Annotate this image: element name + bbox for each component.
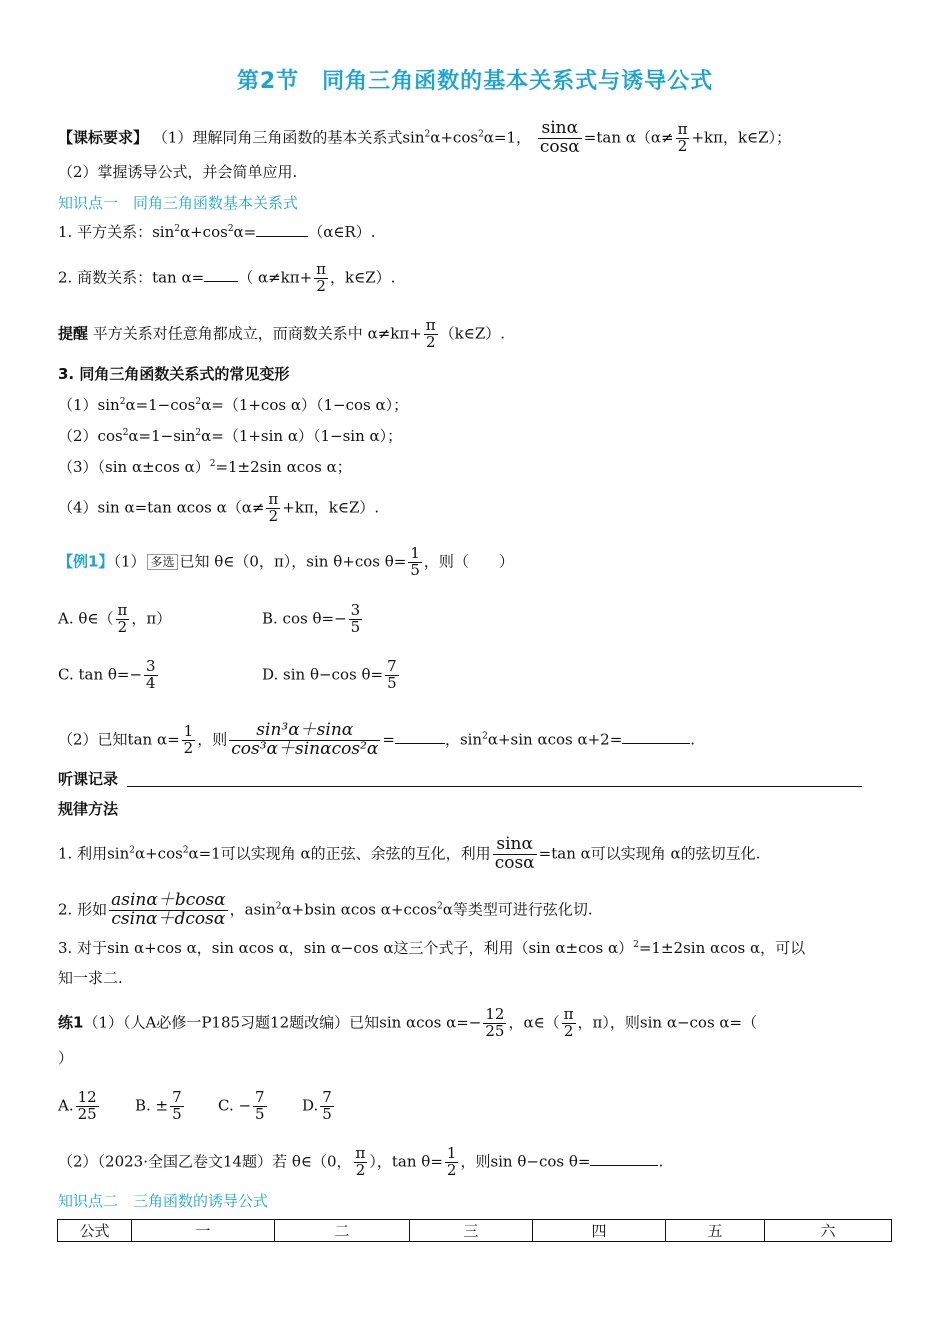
tixing-label: 提醒 (58, 324, 89, 343)
induction-formula-table (57, 1219, 892, 1242)
knowledge-item-1: 1. 平方关系：$\sin^2\alpha+\cos^2\alpha=$ （α∈R）. (58, 223, 376, 241)
formula-4: （4）sin α=tan αcos α（α≠ $\frac{\pi}{2}$ +kπ，k∈Z）. (58, 490, 380, 525)
method-2: 2. 形如 $\frac{asin\alpha+bcos\alpha}{csin\alpha+dcos\alpha}$ ，asin$^2$α+bsin αcos α+ccos$^2$α等类型可进行弦化切. (58, 890, 593, 929)
example-1-label: 【例1】 (58, 552, 114, 571)
formula-3: （3）（sin α±cos α）$^2$=1±2sin αcos α； (58, 458, 352, 476)
practice-1-q1: 练1（1）（人A必修一P185习题12题改编）已知sin αcos α=− $\frac{12}{25}$ ，α∈（ $\frac{\pi}{2}$ ，π），则sin α−cos α=（ (58, 1005, 758, 1040)
table-header-cell: 四 (533, 1220, 666, 1242)
table-header-cell: 一 (132, 1220, 275, 1242)
method-title: 规律方法 (58, 800, 119, 818)
practice-1-label: 练1 (58, 1013, 84, 1032)
kebiao-text-b: α+cos (430, 128, 479, 147)
knowledge-item-2: 2. 商数关系：tan α= （ α≠kπ+ $\frac{\pi}{2}$ ，k∈Z）. (58, 260, 396, 295)
notes-label: 听课记录 (58, 770, 119, 788)
example-1-q2: （2）已知tan α= $\frac{1}{2}$ ，则 $\frac{\text{sin³α＋sinα}}{\text{cos³α＋sinαcos²α}}$ = ，$\sin^2\alpha+\sin$ αcos α+2= . (58, 720, 696, 759)
table-header-cell: 五 (666, 1220, 765, 1242)
practice-1-q2: （2）（2023·全国乙卷文14题）若 θ∈（0， $\frac{\pi}{2}$ ），tan θ= $\frac{1}{2}$ ，则sin θ−cos θ= . (58, 1144, 664, 1179)
formula-2: $(2)\cos^2\alpha=1-\sin^2\alpha=(1+\sin$ α）（1−sin α）； (58, 427, 403, 445)
practice-1-option-b[interactable]: B. ± $\frac{7}{5}$ (135, 1088, 182, 1123)
kebiao-text-d: =tan α（α≠ (583, 128, 674, 147)
answer-blank[interactable] (395, 729, 445, 744)
kebiao-line1: 【课标要求】 （1）理解同角三角函数的基本关系式$\sin^2\alpha+\cos^2\alpha=1$， $\frac{\sin\alpha}{\cos\alpha}$ =tan α（α≠ $\frac{\pi}{2}$ +kπ，k∈Z）； (58, 118, 792, 157)
kebiao-fraction: $\frac{\sin\alpha}{\cos\alpha}$ (539, 118, 580, 157)
answer-blank[interactable] (204, 267, 238, 282)
practice-1-option-d[interactable]: D. $\frac{7}{5}$ (302, 1088, 332, 1123)
example-1-option-b[interactable]: B. cos θ=− $\frac{3}{5}$ (262, 601, 361, 636)
tixing-note: 提醒 平方关系对任意角都成立，而商数关系中 α≠kπ+ $\frac{\pi}{2}$ （k∈Z）. (58, 316, 506, 351)
table-header-row (58, 1220, 892, 1242)
kebiao-pi-fraction: $\frac{\pi}{2}$ (677, 120, 688, 155)
example-1-q2-fraction: $\frac{\text{sin³α＋sinα}}{\text{cos³α＋sinαcos²α}}$ (231, 720, 379, 759)
method-1: 1. 利用$\sin^2\alpha+\cos^2\alpha=1$可以实现角 α的正弦、余弦的互化，利用 $\frac{\sin\alpha}{\cos\alpha}$ =tan α可以实现角 α的弦切互化. (58, 834, 761, 873)
method-3: 3. 对于sin α+cos α，sin αcos α，sin α−cos α这三个式子，利用（sin α±cos α）$^2$=1±2sin αcos α，可以 (58, 939, 806, 957)
table-header-cell: 三 (410, 1220, 533, 1242)
practice-1-option-a[interactable]: A. $\frac{12}{25}$ (58, 1088, 97, 1123)
section-heading-2: 知识点二 三角函数的诱导公式 (58, 1192, 269, 1210)
table-header-cell: 六 (765, 1220, 892, 1242)
kebiao-text-e: +kπ，k∈Z）； (691, 128, 792, 147)
table-header-cell: 公式 (58, 1220, 132, 1242)
kebiao-text-a: （1）理解同角三角函数的基本关系式sin (152, 128, 425, 147)
method-3-cont: 知一求二. (58, 969, 123, 987)
kebiao-line2: （2）掌握诱导公式，并会简单应用. (58, 163, 298, 181)
knowledge-item-3-title: 3. 同角三角函数关系式的常见变形 (58, 365, 290, 383)
section-heading-1: 知识点一 同角三角函数基本关系式 (58, 194, 299, 212)
multi-select-tag: 多选 (147, 554, 177, 570)
practice-1-close: ） (58, 1049, 74, 1067)
page-title: 第2节 同角三角函数的基本关系式与诱导公式 (236, 69, 714, 94)
practice-1-option-c[interactable]: C. − $\frac{7}{5}$ (218, 1088, 265, 1123)
table-header-cell: 二 (275, 1220, 410, 1242)
example-1-option-d[interactable]: D. sin θ−cos θ= $\frac{7}{5}$ (262, 657, 397, 692)
notes-line[interactable] (127, 786, 862, 787)
example-1-option-c[interactable]: C. tan θ=− $\frac{3}{4}$ (58, 657, 156, 692)
formula-1: $(1)\sin^2\alpha=1-\cos^2\alpha=(1+\cos$ α）（1−cos α）； (58, 396, 409, 414)
example-1-option-a[interactable]: A. θ∈（ $\frac{\pi}{2}$ ，π） (58, 601, 172, 636)
kebiao-label: 【课标要求】 (58, 128, 149, 147)
kebiao-text-c: α=1， (483, 128, 532, 147)
answer-blank[interactable] (590, 1151, 658, 1166)
answer-blank[interactable] (622, 729, 690, 744)
example-1-q1: 【例1】（1） 多选 已知 θ∈（0，π），sin θ+cos θ= $\frac{1}{5}$ ，则（ ） (58, 544, 514, 579)
answer-blank[interactable] (256, 222, 308, 237)
